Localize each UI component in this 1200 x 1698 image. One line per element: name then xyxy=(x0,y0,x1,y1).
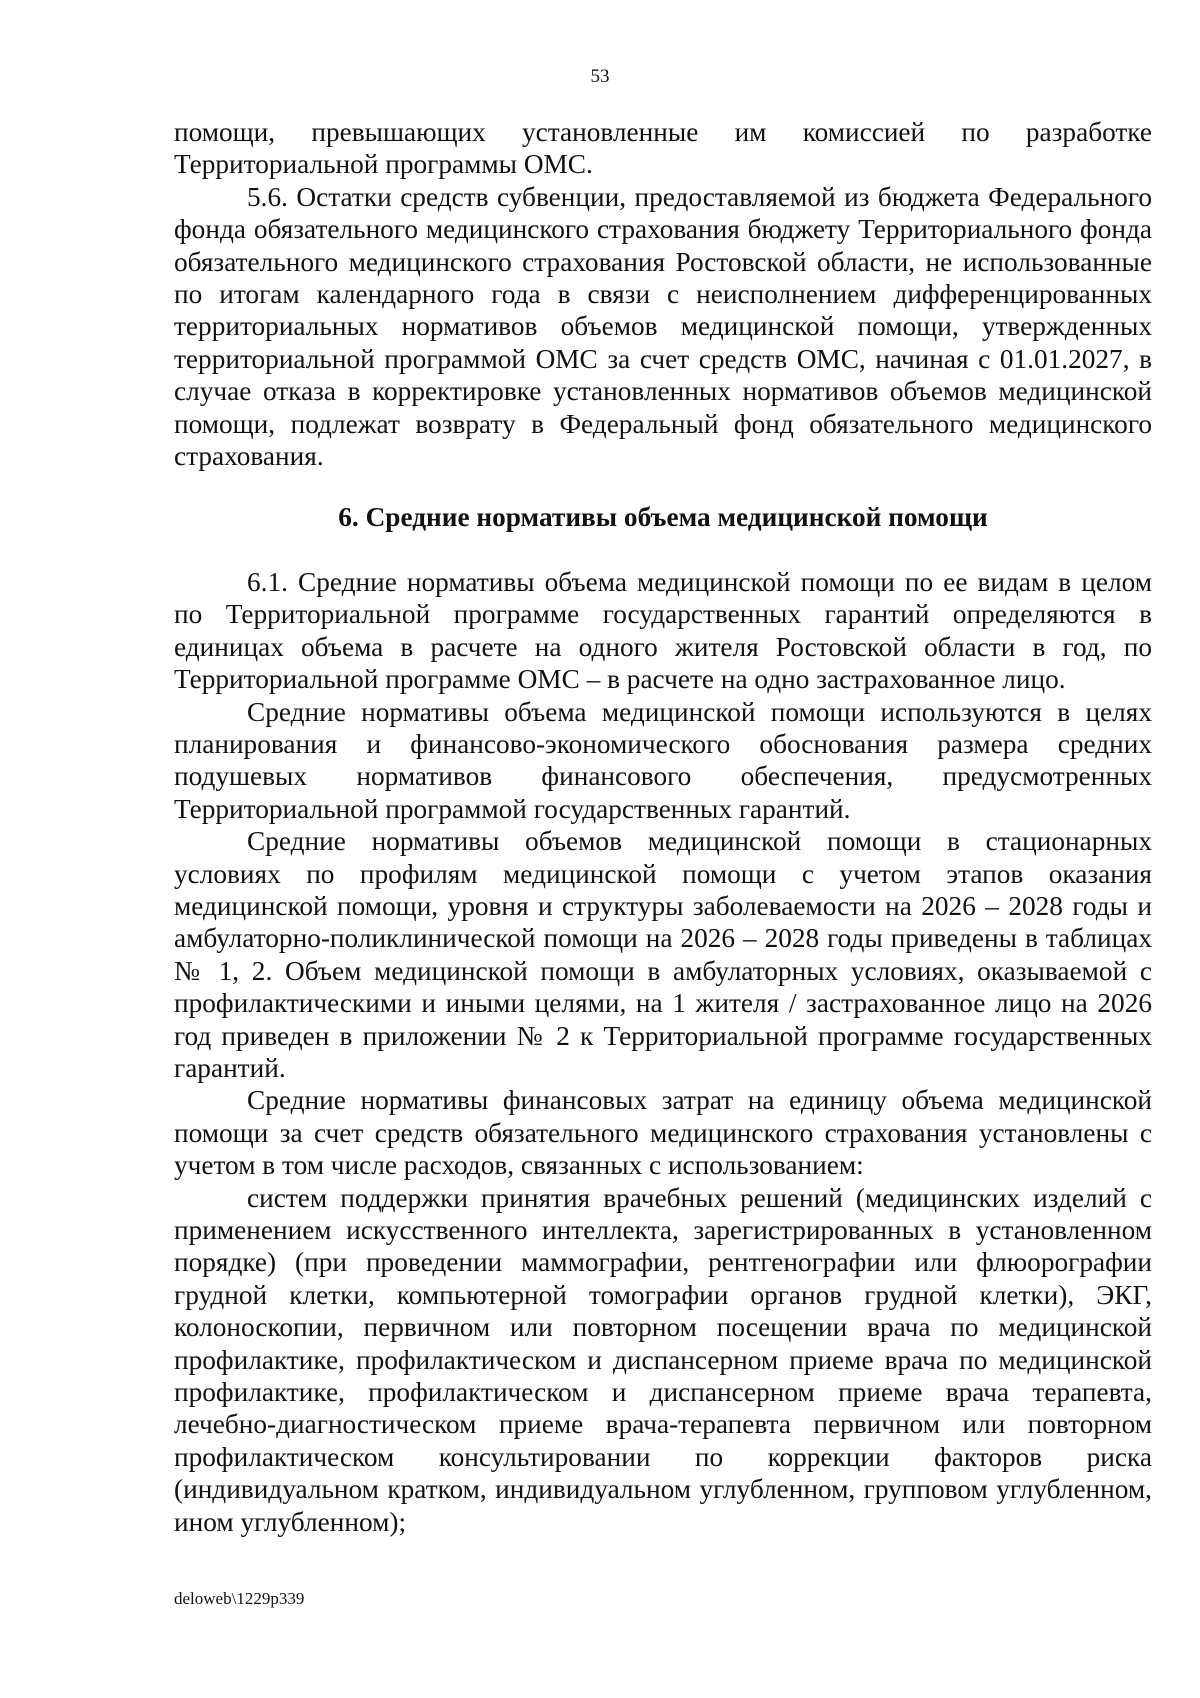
page-number: 53 xyxy=(590,66,610,87)
paragraph-normatives-purpose: Средние нормативы объема медицинской помощи используются в целях планирования и финансово-экономического обоснования размера средних подушевых нормативов финансового обеспечения, предусмотренных Территориальной программой государственных гарантий. xyxy=(174,696,1152,824)
section-heading: 6. Средние нормативы объема медицинской помощи xyxy=(338,502,988,533)
footer-doc-id: deloweb\1229p339 xyxy=(174,1589,305,1608)
paragraph-5-6: 5.6. Остатки средств субвенции, предоставляемой из бюджета Федерального фонда обязательного медицинского страхования бюджету Территориального фонда обязательного медицинского страхования Ростовской области, не использованные по итогам календарного года в связи с неисполнением дифференцированных территориальных нормативов объемов медицинской помощи, утвержденных территориальной программой ОМС за счет средств ОМС, начиная с 01.01.2027, в случае отказа в корректировке установленных нормативов объемов медицинской помощи, подлежат возврату в Федеральный фонд обязательного медицинского страхования. xyxy=(174,181,1152,472)
paragraph-normatives-tables: Средние нормативы объемов медицинской помощи в стационарных условиях по профилям медицинской помощи с учетом этапов оказания медицинской помощи, уровня и структуры заболеваемости на 2026 – 2028 годы и амбулаторно-поликлинической помощи на 2026 – 2028 годы приведены в таблицах № 1, 2. Объем медицинской помощи в амбулаторных условиях, оказываемой с профилактическими и иными целями, на 1 жителя / застрахованное лицо на 2026 год приведен в приложении № 2 к Территориальной программе государственных гарантий. xyxy=(174,826,1152,1083)
paragraph-decision-support-systems: систем поддержки принятия врачебных решений (медицинских изделий с применением искусственного интеллекта, зарегистрированных в установленном порядке) (при проведении маммографии, рентгенографии или флюорографии грудной клетки, компьютерной томографии органов грудной клетки), ЭКГ, колоноскопии, первичном или повторном посещении врача по медицинской профилактике, профилактическом и диспансерном приеме врача по медицинской профилактике, профилактическом и диспансерном приеме врача терапевта, лечебно-диагностическом приеме врача-терапевта первичном или повторном профилактическом консультировании по коррекции факторов риска (индивидуальном кратком, индивидуальном углубленном, групповом углубленном, ином углубленном); xyxy=(174,1182,1152,1537)
document-body xyxy=(174,116,1152,1538)
paragraph-financial-normatives: Средние нормативы финансовых затрат на единицу объема медицинской помощи за счет средств обязательного медицинского страхования установлены с учетом в том числе расходов, связанных с использованием: xyxy=(174,1085,1152,1181)
paragraph-continuation: помощи, превышающих установленные им комиссией по разработке Территориальной программы ОМС. xyxy=(174,117,1152,180)
paragraph-6-1: 6.1. Средние нормативы объема медицинской помощи по ее видам в целом по Территориальной программе государственных гарантий определяются в единицах объема в расчете на одного жителя Ростовской области в год, по Территориальной программе ОМС – в расчете на одно застрахованное лицо. xyxy=(174,566,1152,695)
